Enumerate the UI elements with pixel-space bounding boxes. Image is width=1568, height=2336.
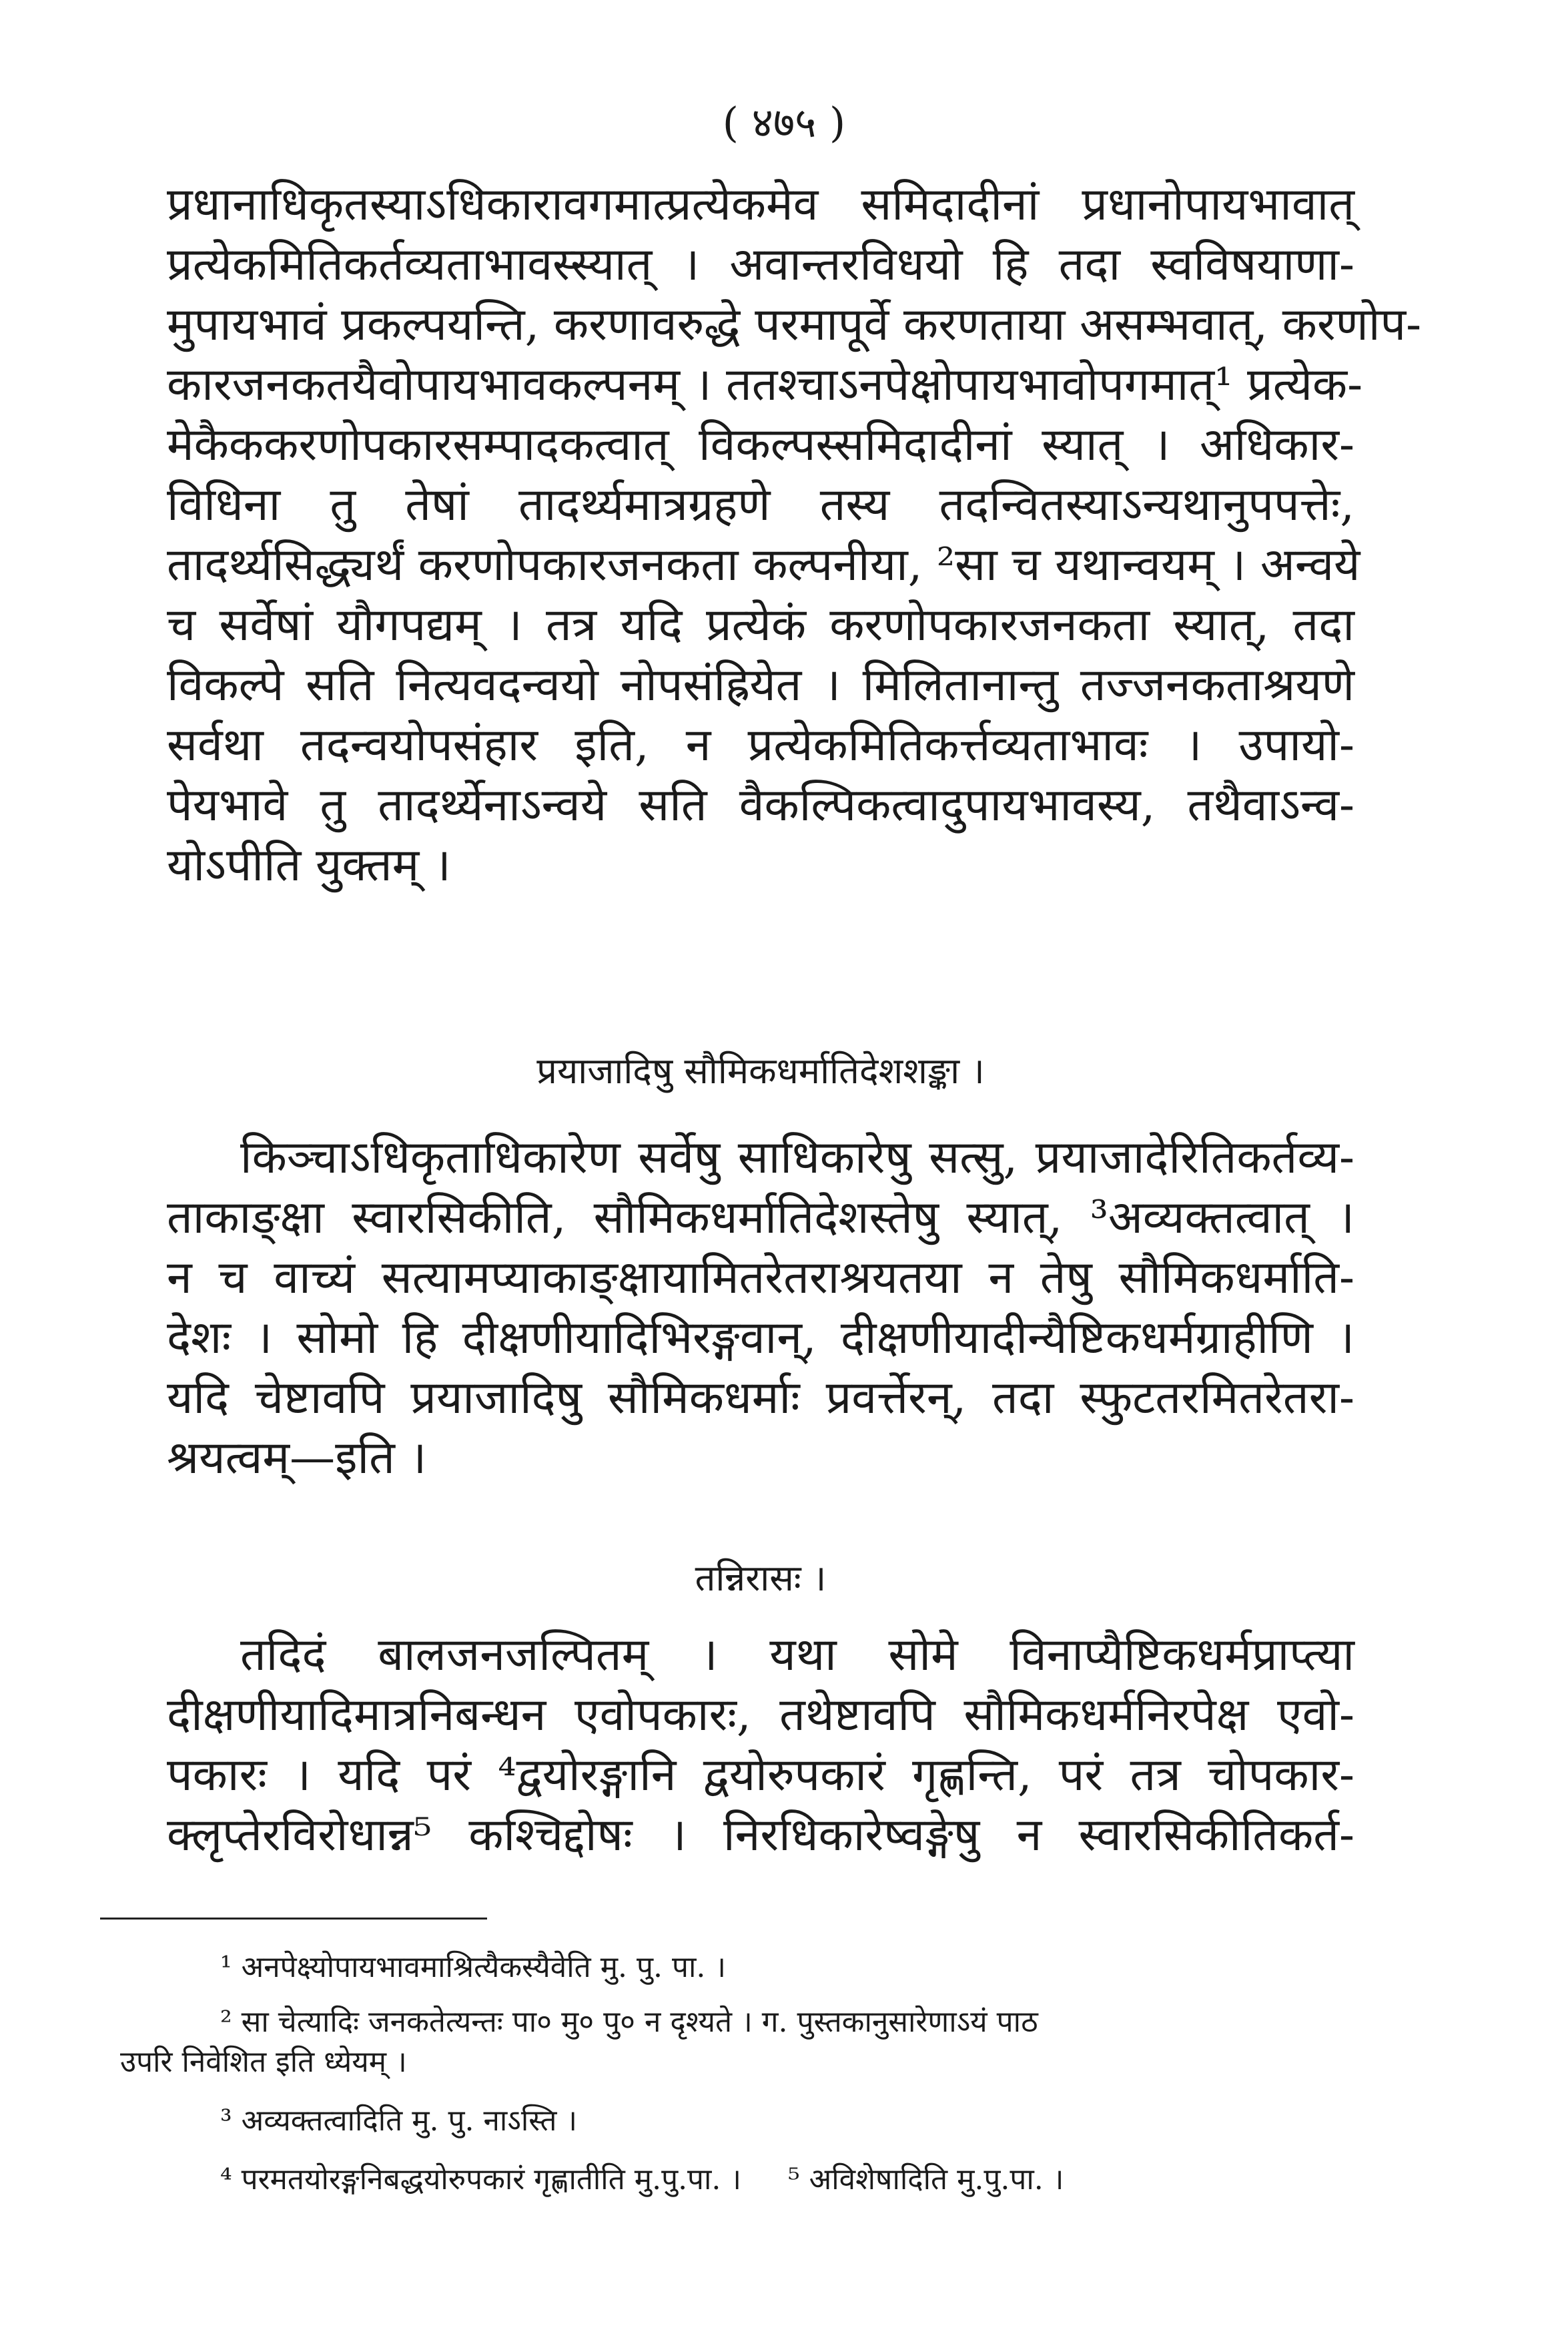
section-heading-1-wrap [167, 1048, 1354, 1095]
footnote-divider [100, 1918, 487, 1920]
text-line: तादर्थ्यसिद्ध्यर्थं करणोपकारजनकता कल्पनीया, ²सा च यथान्वयम् । अन्वये [167, 539, 1360, 591]
paragraph-2 [167, 1128, 1354, 1488]
footnote-3: ³ अव्यक्तत्वादिति मु. पु. नाऽस्ति । [220, 2104, 578, 2138]
text-line: सर्वथा तदन्वयोपसंहार इति, न प्रत्येकमितिकर्त्तव्यताभावः । उपायो- [167, 719, 1354, 772]
text-line: दीक्षणीयादिमात्रनिबन्धन एवोपकारः, तथेष्टावपि सौमिकधर्मनिरपेक्ष एवो- [167, 1689, 1354, 1741]
text-line: प्रधानाधिकृतस्याऽधिकारावगमात्प्रत्येकमेव समिदादीनां प्रधानोपायभावात् [167, 178, 1354, 231]
text-line: मेकैककरणोपकारसम्पादकत्वात् विकल्पस्समिदादीनां स्यात् । अधिकार- [167, 418, 1354, 471]
section-heading: प्रयाजादिषु सौमिकधर्मातिदेशशङ्का । [536, 1050, 985, 1092]
page-number: ( ४७५ ) [722, 98, 846, 147]
text-line: योऽपीति युक्तम् । [167, 839, 451, 892]
text-line: कारजनकतयैवोपायभावकल्पनम् । ततश्चाऽनपेक्षोपायभावोपगमात्¹ प्रत्येक- [167, 358, 1363, 411]
text-line: क्लृप्तेरविरोधान्न⁵ कश्चिद्दोषः । निरधिकारेष्वङ्गेषु न स्वारसिकीतिकर्त- [167, 1809, 1354, 1861]
text-line: विधिना तु तेषां तादर्थ्यमात्रग्रहणे तस्य तदन्वितस्याऽन्यथानुपपत्तेः, [167, 479, 1354, 531]
text-line: देशः । सोमो हि दीक्षणीयादिभिरङ्गवान्, दीक्षणीयादीन्यैष्टिकधर्मग्राहीणि । [167, 1311, 1355, 1364]
section-heading: तन्निरासः । [695, 1557, 827, 1599]
text-line: यदि चेष्टावपि प्रयाजादिषु सौमिकधर्माः प्रवर्त्तेरन्, तदा स्फुटतरमितरेतरा- [167, 1372, 1354, 1424]
text-line: पकारः । यदि परं ⁴द्वयोरङ्गानि द्वयोरुपकारं गृह्णन्ति, परं तत्र चोपकार- [167, 1749, 1354, 1801]
text-line: ताकाङ्क्षा स्वारसिकीति, सौमिकधर्मातिदेशस्तेषु स्यात्, ³अव्यक्तत्वात् । [167, 1191, 1354, 1244]
footnote-2: ² सा चेत्यादिः जनकतेत्यन्तः पा० मु० पु० न दृश्यते । ग. पुस्तकानुसारेणाऽयं पाठ [220, 2005, 1038, 2039]
footnote-1: ¹ अनपेक्ष्योपायभावमाश्रित्यैकस्यैवेति मु. पु. पा. । [220, 1950, 727, 1984]
text-line: मुपायभावं प्रकल्पयन्ति, करणावरुद्धे परमापूर्वे करणताया असम्भवात्, करणोप- [167, 298, 1422, 351]
paragraph-3 [167, 1625, 1354, 1865]
section-heading-2-wrap [167, 1555, 1354, 1602]
text-line: च सर्वेषां यौगपद्यम् । तत्र यदि प्रत्येकं करणोपकारजनकता स्यात्, तदा [167, 599, 1354, 651]
text-line: किञ्चाऽधिकृताधिकारेण सर्वेषु साधिकारेषु सत्सु, प्रयाजादेरितिकर्तव्य- [240, 1131, 1354, 1184]
text-line: न च वाच्यं सत्यामप्याकाङ्क्षायामितरेतराश्रयतया न तेषु सौमिकधर्माति- [167, 1251, 1354, 1304]
paragraph-1 [167, 175, 1422, 896]
text-line: प्रत्येकमितिकर्तव्यताभावस्स्यात् । अवान्तरविधयो हि तदा स्वविषयाणा- [167, 238, 1354, 291]
text-line: तदिदं बालजनजल्पितम् । यथा सोमे विनाप्यैष्टिकधर्मप्राप्त्या [240, 1629, 1354, 1681]
text-line: पेयभावे तु तादर्थ्येनाऽन्वये सति वैकल्पिकत्वादुपायभावस्य, तथैवाऽन्व- [167, 779, 1354, 832]
text-line: श्रयत्वम्—इति । [167, 1432, 427, 1484]
text-line: विकल्पे सति नित्यवदन्वयो नोपसंह्रियेत । मिलितानान्तु तज्जनकताश्रयणे [167, 659, 1354, 711]
footnote-4-5: ⁴ परमतयोरङ्गनिबद्धयोरुपकारं गृह्णातीति मु.पु.पा. । ⁵ अविशेषादिति मु.पु.पा. । [220, 2162, 1064, 2197]
footnote-2-continuation: उपरि निवेशित इति ध्येयम् । [120, 2045, 407, 2079]
